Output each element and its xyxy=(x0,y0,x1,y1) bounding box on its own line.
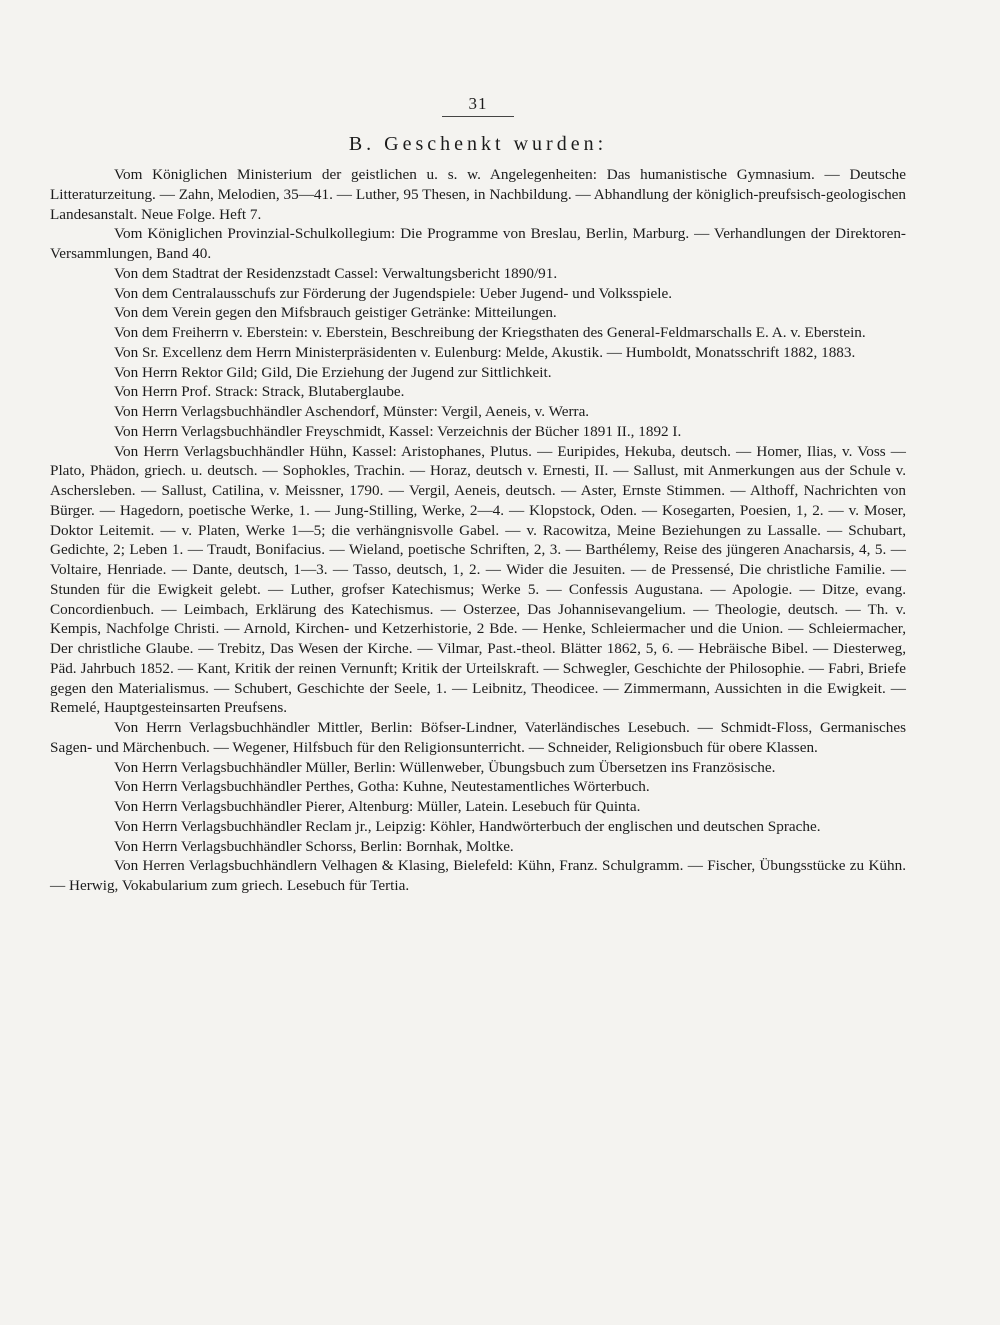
donation-entry: Von Herrn Verlagsbuchhändler Aschendorf, Münster: Vergil, Aeneis, v. Werra. xyxy=(114,403,590,420)
section-title: B. Geschenkt wurden: xyxy=(348,133,608,155)
donation-entry: Von Herrn Rektor Gild; Gild, Die Erziehung der Jugend zur Sittlichkeit. xyxy=(114,363,552,381)
donation-entry: Von Herrn Verlagsbuchhändler Perthes, Gotha: Kuhne, Neutestamentliches Wörterbuch. xyxy=(114,778,650,796)
donation-entry: Von Herrn Verlagsbuchhändler Freyschmidt, Kassel: Verzeichnis der Bücher 1891 II., 1892 I. xyxy=(114,422,682,440)
donation-entry: Von dem Verein gegen den Mifsbrauch geistiger Getränke: Mitteilungen. xyxy=(114,304,557,322)
donation-entry: Von Herrn Verlagsbuchhändler Pierer, Altenburg: Müller, Latein. Lesebuch für Quinta. xyxy=(114,798,641,815)
donation-entry: Von Sr. Excellenz dem Herrn Ministerpräsidenten v. Eulenburg: Melde, Akustik. — Humboldt, Monatsschrift 1882, 1883. xyxy=(114,343,856,361)
donation-entry: Von Herrn Prof. Strack: Strack, Blutaberglaube. xyxy=(114,383,405,401)
donation-entry: Von Herrn Verlagsbuchhändler Mittler, Berlin: Böfser-Lindner, Vaterländisches Lesebuch. — Schmidt-Floss, Germanisches Sagen- und Märchenbuch. — Wegener, Hilfsbuch für den Religionsunterricht. — Schneider, Religionsbuch für obere Klassen. xyxy=(50,719,906,756)
donation-entry: Von dem Stadtrat der Residenzstadt Cassel: Verwaltungsbericht 1890/91. xyxy=(114,264,558,282)
donation-list xyxy=(50,165,906,896)
donation-entry: Von Herrn Verlagsbuchhändler Schorss, Berlin: Bornhak, Moltke. xyxy=(114,837,514,855)
donation-entry: Vom Königlichen Ministerium der geistlichen u. s. w. Angelegenheiten: Das humanistische Gymnasium. — Deutsche Litteraturzeitung. — Zahn, Melodien, 35—41. — Luther, 95 Thesen, in Nachbildung. — Abhandlung der königlich-preufsisch-geologischen Landesanstalt. Neue Folge. Heft 7. xyxy=(50,166,906,223)
donation-entry: Von Herren Verlagsbuchhändlern Velhagen & Klasing, Bielefeld: Kühn, Franz. Schulgramm. — Fischer, Übungsstücke zu Kühn. — Herwig, Vokabularium zum griech. Lesebuch für Tertia. xyxy=(50,857,906,894)
donation-entry: Von Herrn Verlagsbuchhändler Müller, Berlin: Wüllenweber, Übungsbuch zum Übersetzen ins Französische. xyxy=(114,758,776,776)
page-number-rule xyxy=(442,116,514,117)
donation-entry: Von dem Centralausschufs zur Förderung der Jugendspiele: Ueber Jugend- und Volksspiele. xyxy=(114,284,673,302)
donation-entry: Von dem Freiherrn v. Eberstein: v. Eberstein, Beschreibung der Kriegsthaten des General-Feldmarschalls E. A. v. Eberstein. xyxy=(114,324,866,341)
donation-entry: Von Herrn Verlagsbuchhändler Reclam jr., Leipzig: Köhler, Handwörterbuch der englischen und deutschen Sprache. xyxy=(114,817,821,835)
donation-entry: Von Herrn Verlagsbuchhändler Hühn, Kassel: Aristophanes, Plutus. — Euripides, Hekuba, deutsch. — Homer, Ilias, v. Voss — Plato, Phädon, griech. u. deutsch. — Sophokles, Trachin. — Horaz, deutsch v. Ernesti, II. — Sallust, mit Anmerkungen aus der Schule v. Aschersleben. — Sallust, Catilina, v. Meissner, 1790. — Vergil, Aeneis, deutsch. — Aster, Ernste Stimmen. — Althoff, Nachrichten von Bürger. — Hagedorn, poetische Werke, 1. — Jung-Stilling, Werke, 2—4. — Klopstock, Oden. — Kosegarten, Poesien, 1, 2. — v. Moser, Doktor Leitemit. — v. Platen, Werke 1—5; die verhängnisvolle Gabel. — v. Racowitza, Meine Beziehungen zu Lassalle. — Schubart, Gedichte, 2; Leben 1. — Traudt, Bonifacius. — Wieland, poetische Schriften, 2, 3. — Barthélemy, Reise des jüngeren Anacharsis, 4, 5. — Voltaire, Henriade. — Dante, deutsch, 1—3. — Tasso, deutsch, 1, 2. — Wider die Jesuiten. — de Pressensé, Die christliche Familie. — Stunden für die Ewigkeit gelebt. — Luther, grofser Katechismus; Werke 5. — Confessis Augustana. — Apologie. — Ditze, evang. Concordienbuch. — Leimbach, Erklärung des Katechismus. — Osterzee, Das Johannisevangelium. — Theologie, deutsch. — Th. v. Kempis, Nachfolge Christi. — Arnold, Kirchen- und Ketzerhistorie, 2 Bde. — Henke, Schleiermacher und die Union. — Schleiermacher, Der christliche Glaube. — Trebitz, Das Wesen der Kirche. — Vilmar, Past.-theol. Blätter 1862, 5, 6. — Hebräische Bibel. — Diesterweg, Päd. Jahrbuch 1852. — Kant, Kritik der reinen Vernunft; Kritik der Urteilskraft. — Schwegler, Geschichte der Philosophie. — Fabri, Briefe gegen den Materialismus. — Schubert, Geschichte der Seele, 1. — Leibnitz, Theodicee. — Zimmermann, Aussichten in die Ewigkeit. — Remelé, Hauptgesteinsarten Preufsens. xyxy=(50,442,906,717)
page-number: 31 xyxy=(468,94,488,113)
donation-entry: Vom Königlichen Provinzial-Schulkollegium: Die Programme von Breslau, Berlin, Marburg. — Verhandlungen der Direktoren-Versammlungen, Band 40. xyxy=(50,225,906,262)
